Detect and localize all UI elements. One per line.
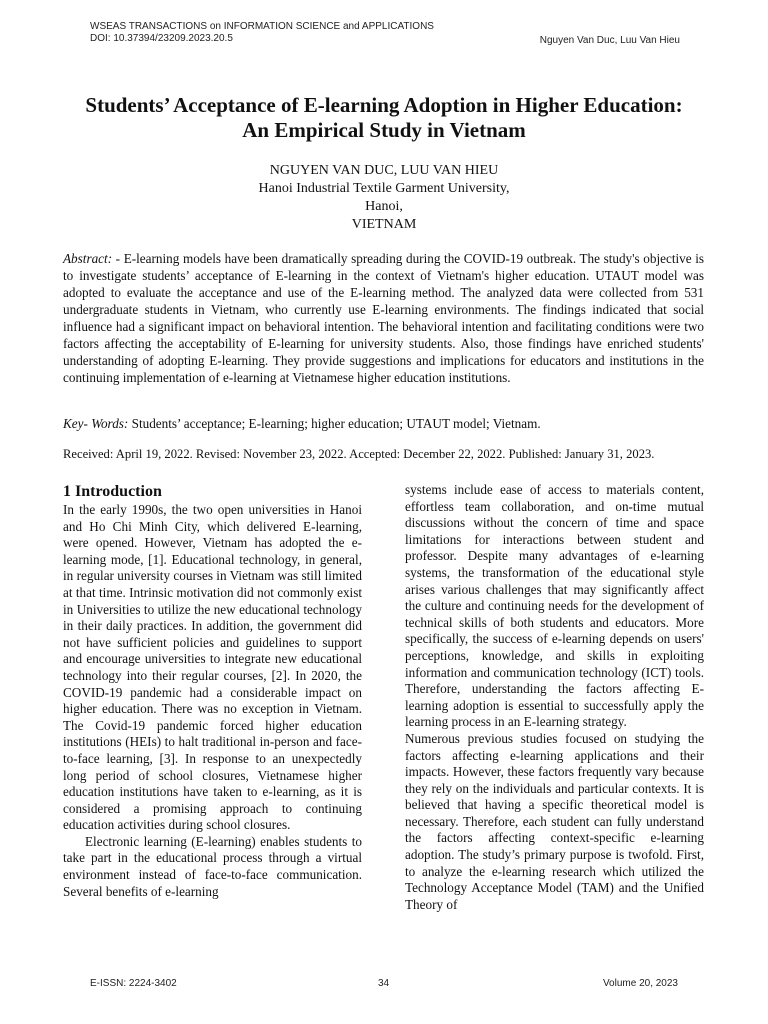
author-block: [100, 162, 668, 234]
paper-title: Students’ Acceptance of E-learning Adoption in Higher Education: An Empirical Study in Vietnam: [85, 93, 683, 142]
author-country: VIETNAM: [351, 217, 417, 232]
journal-name: WSEAS TRANSACTIONS on INFORMATION SCIENCE and APPLICATIONS: [90, 21, 434, 32]
received-dates: Received: April 19, 2022. Revised: November 23, 2022. Accepted: December 22, 2022. Published: January 31, 2023.: [63, 447, 655, 461]
abstract-label: Abstract: -: [63, 251, 121, 266]
keywords-text: Students’ acceptance; E-learning; higher education; UTAUT model; Vietnam.: [131, 416, 541, 431]
paragraph: systems include ease of access to materials content, effortless team collaboration, and on-time mutual discussions without the concern of time and space limitations for interactions between student and professor. Despite many advantages of e-learning systems, the transformation of the educational style arises various challenges that may significantly affect the culture and continuing needs for the development of technical skills of both students and educators. More specifically, the success of e-learning depends on users' perceptions, knowledge, and skills in exploiting information and communication technology (ICT) tools. Therefore, understanding the factors affecting E-learning adoption is essential to successfully apply the learning process in an E-learning strategy.: [405, 482, 704, 730]
left-column: [63, 482, 362, 900]
right-column: [405, 482, 704, 913]
doi: DOI: 10.37394/23209.2023.20.5: [90, 33, 233, 44]
author-city: Hanoi,: [365, 199, 403, 214]
section-heading: 1 Introduction: [63, 483, 162, 500]
paragraph: In the early 1990s, the two open universities in Hanoi and Ho Chi Minh City, which delivered E-learning, were opened. However, Vietnam has adopted the e-learning mode, [1]. Educational technology, in general, in regular university courses in Vietnam was still limited at that time. Intrinsic motivation did not commonly exist in Universities to utilize the new educational technology in their daily practices. In addition, the government did not have sufficient policies and guidelines to support and encourage universities to integrate new educational technology into their regular courses, [2]. In 2020, the COVID-19 pandemic had a considerable impact on higher education. There was no exception in Vietnam. The Covid-19 pandemic forced higher education institutions (HEIs) to halt traditional in-person and face-to-face learning, [3]. In response to an unexpectedly long period of school closures, Vietnamese higher education institutions have taken to e-learning, as it is considered a promising approach to continuing education activities during school closures.: [63, 502, 362, 833]
footer-issn: E-ISSN: 2224-3402: [90, 978, 177, 989]
paragraph: Numerous previous studies focused on studying the factors affecting e-learning applications and their impacts. However, these factors frequently vary because they rely on the individuals and particular contexts. It is believed that having a specific theoretical model is necessary. Therefore, each student can fully understand the factors affecting context-specific e-learning adoption. The study’s primary purpose is twofold. First, to analyze the e-learning research which utilized the Technology Acceptance Model (TAM) and the Unified Theory of: [405, 730, 704, 912]
running-header-left: [90, 21, 434, 45]
running-header-authors: Nguyen Van Duc, Luu Van Hieu: [539, 35, 680, 46]
keywords: [63, 415, 704, 432]
footer-volume: Volume 20, 2023: [602, 978, 678, 989]
abstract: [63, 250, 704, 386]
abstract-text: E-learning models have been dramatically spreading during the COVID-19 outbreak. The study's objective is to investigate students’ acceptance of E-learning in the context of Vietnam's higher education. UTAUT model was adopted to evaluate the acceptance and use of the E-learning method. The analyzed data were collected from 531 undergraduate students in Vietnam, who currently use E-learning environments. The findings indicated that social influence had a significant impact on behavioral intention. The behavioral intention and facilitating conditions were two factors affecting the acceptability of E-learning for university students. Also, those findings have enriched students' understanding of adopting E-learning. They provide suggestions and implications for educators and institutions in the continuing implementation of e-learning at Vietnamese higher education institutions.: [63, 251, 704, 385]
paragraph: Electronic learning (E-learning) enables students to take part in the educational process through a virtual environment instead of face-to-face communication. Several benefits of e-learning: [63, 833, 362, 899]
author-affiliation: Hanoi Industrial Textile Garment University,: [258, 181, 510, 196]
author-names: NGUYEN VAN DUC, LUU VAN HIEU: [269, 163, 499, 178]
keywords-label: Key- Words:: [63, 416, 129, 431]
footer-page-number: 34: [378, 978, 390, 989]
